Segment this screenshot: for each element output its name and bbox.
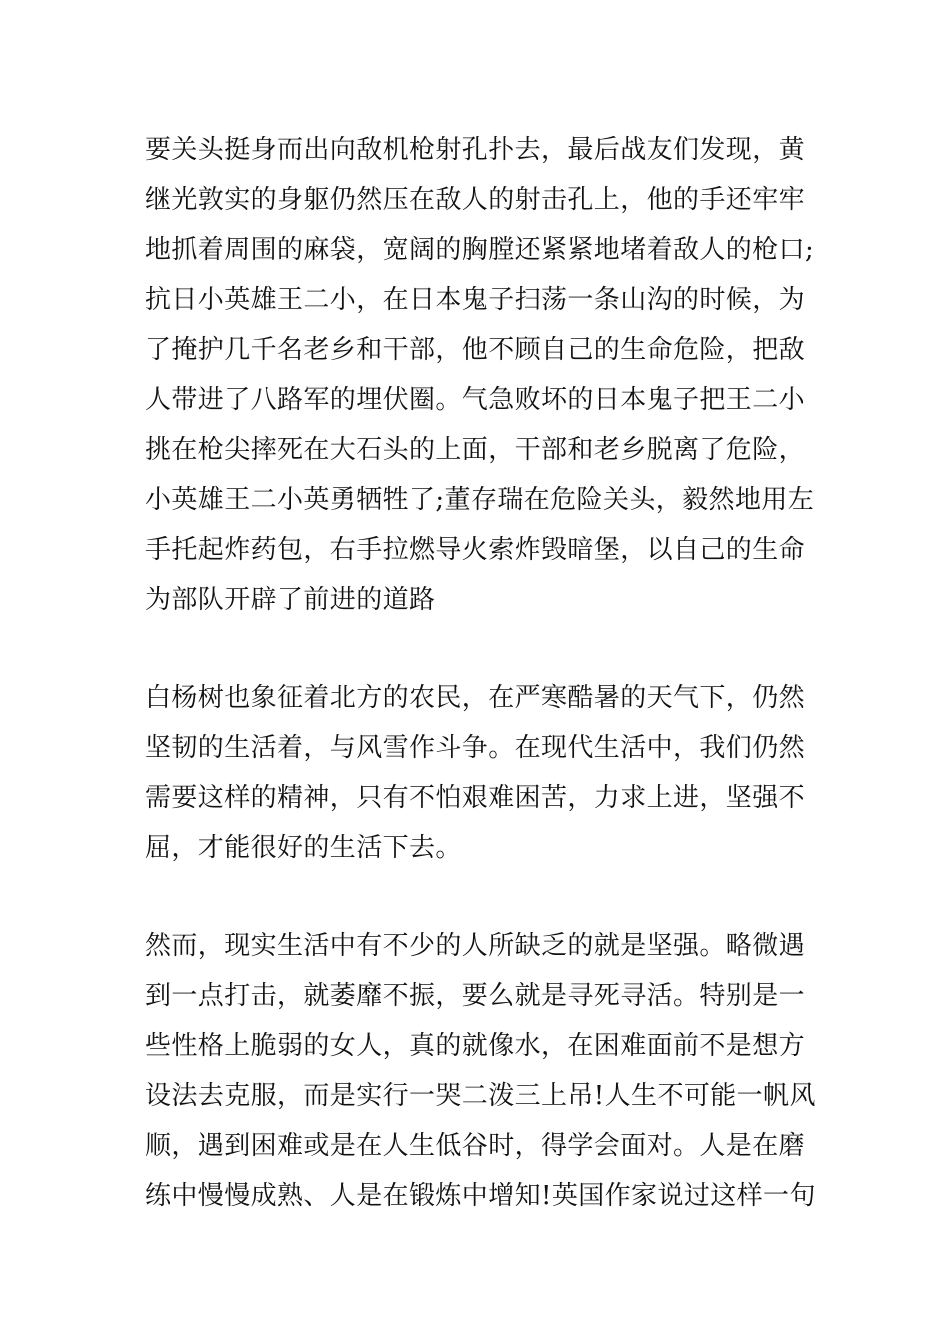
paragraph-1-line-6: 人带进了八路军的埋伏圈。气急败坏的日本鬼子把王二小 xyxy=(145,385,806,415)
paragraph-1-line-7: 挑在枪尖摔死在大石头的上面，干部和老乡脱离了危险， xyxy=(145,435,806,465)
paragraph-1-line-4: 抗日小英雄王二小，在日本鬼子扫荡一条山沟的时候，为 xyxy=(145,285,806,315)
paragraph-2-line-1: 白杨树也象征着北方的农民，在严寒酷暑的天气下，仍然 xyxy=(145,683,806,713)
paragraph-2-line-4: 屈，才能很好的生活下去。 xyxy=(145,833,462,863)
paragraph-3-line-3: 些性格上脆弱的女人，真的就像水，在困难面前不是想方 xyxy=(145,1031,806,1061)
paragraph-2-line-2: 坚韧的生活着，与风雪作斗争。在现代生活中，我们仍然 xyxy=(145,733,806,763)
paragraph-3-line-1: 然而，现实生活中有不少的人所缺乏的就是坚强。略微遇 xyxy=(145,931,806,961)
paragraph-1-line-10: 为部队开辟了前进的道路 xyxy=(145,585,436,615)
paragraph-3-line-2: 到一点打击，就萎靡不振，要么就是寻死寻活。特别是一 xyxy=(145,981,806,1011)
paragraph-3-line-6: 练中慢慢成熟、人是在锻炼中增知!英国作家说过这样一句 xyxy=(145,1181,816,1211)
paragraph-1-line-1: 要关头挺身而出向敌机枪射孔扑去，最后战友们发现，黄 xyxy=(145,135,806,165)
paragraph-1-line-8: 小英雄王二小英勇牺牲了;董存瑞在危险关头，毅然地用左 xyxy=(145,485,815,515)
paragraph-1-line-3: 地抓着周围的麻袋，宽阔的胸膛还紧紧地堵着敌人的枪口; xyxy=(145,235,815,265)
paragraph-1-line-5: 了掩护几千名老乡和干部，他不顾自己的生命危险，把敌 xyxy=(145,335,806,365)
paragraph-2-line-3: 需要这样的精神，只有不怕艰难困苦，力求上进，坚强不 xyxy=(145,783,806,813)
paragraph-1-line-9: 手托起炸药包，右手拉燃导火索炸毁暗堡，以自己的生命 xyxy=(145,535,806,565)
paragraph-1-line-2: 继光敦实的身躯仍然压在敌人的射击孔上，他的手还牢牢 xyxy=(145,185,806,215)
paragraph-3-line-5: 顺，遇到困难或是在人生低谷时，得学会面对。人是在磨 xyxy=(145,1131,806,1161)
paragraph-3-line-4: 设法去克服，而是实行一哭二泼三上吊!人生不可能一帆风 xyxy=(145,1081,816,1111)
